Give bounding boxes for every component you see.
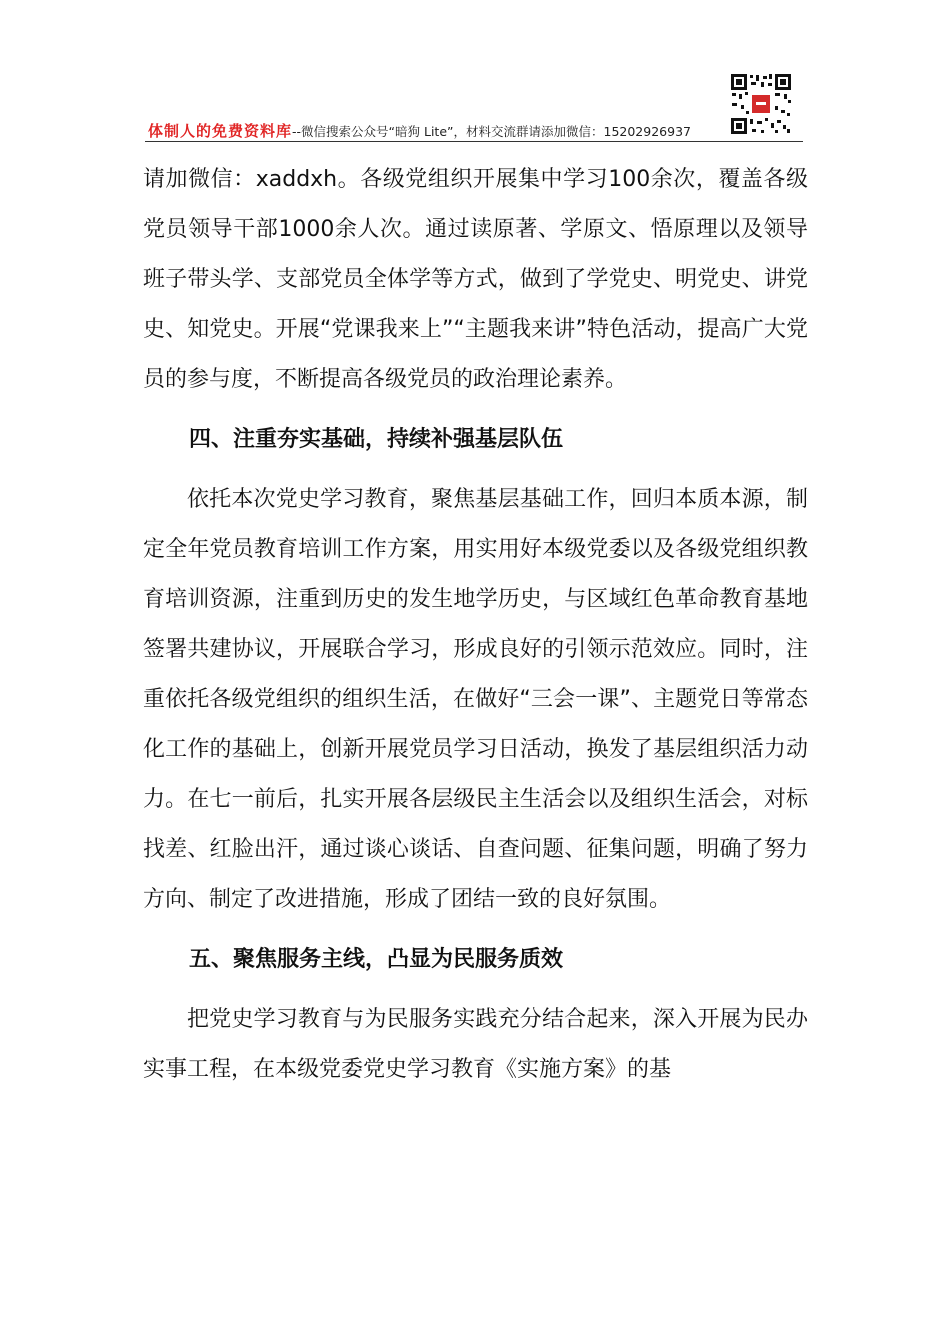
qr-code-icon [730, 73, 792, 135]
paragraph-3: 把党史学习教育与为民服务实践充分结合起来，深入开展为民办实事工程，在本级党委党史学习教育《实施方案》的基 [143, 1007, 808, 1082]
document-body [143, 155, 808, 1095]
brand-title: 体制人的免费资料库 [148, 122, 293, 140]
section-heading-4: 四、注重夯实基础，持续补强基层队伍 [189, 427, 564, 452]
page-header [148, 122, 800, 141]
paragraph-2: 依托本次党史学习教育，聚焦基层基础工作，回归本质本源，制定全年党员教育培训工作方案，用实用好本级党委以及各级党组织教育培训资源，注重到历史的发生地学历史，与区域红色革命教育基地签署共建协议，开展联合学习，形成良好的引领示范效应。同时，注重依托各级党组织的组织生活，在做好“三会一课”、主题党日等常态化工作的基础上，创新开展党员学习日活动，换发了基层组织活力动力。在七一前后，扎实开展各层级民主生活会以及组织生活会，对标找差、红脸出汗，通过谈心谈话、自查问题、征集问题，明确了努力方向、制定了改进措施，形成了团结一致的良好氛围。 [143, 487, 808, 912]
paragraph-1: 请加微信：xaddxh。各级党组织开展集中学习100余次，覆盖各级党员领导干部1000余人次。通过读原著、学原文、悟原理以及领导班子带头学、支部党员全体学等方式，做到了学党史、明党史、讲党史、知党史。开展“党课我来上”“主题我来讲”特色活动，提高广大党员的参与度，不断提高各级党员的政治理论素养。 [143, 167, 808, 392]
header-tagline: --微信搜索公众号“暗狗 Lite”，材料交流群请添加微信：15202926937 [292, 124, 691, 139]
section-heading-5: 五、聚焦服务主线，凸显为民服务质效 [189, 947, 564, 972]
header-divider [145, 141, 803, 142]
